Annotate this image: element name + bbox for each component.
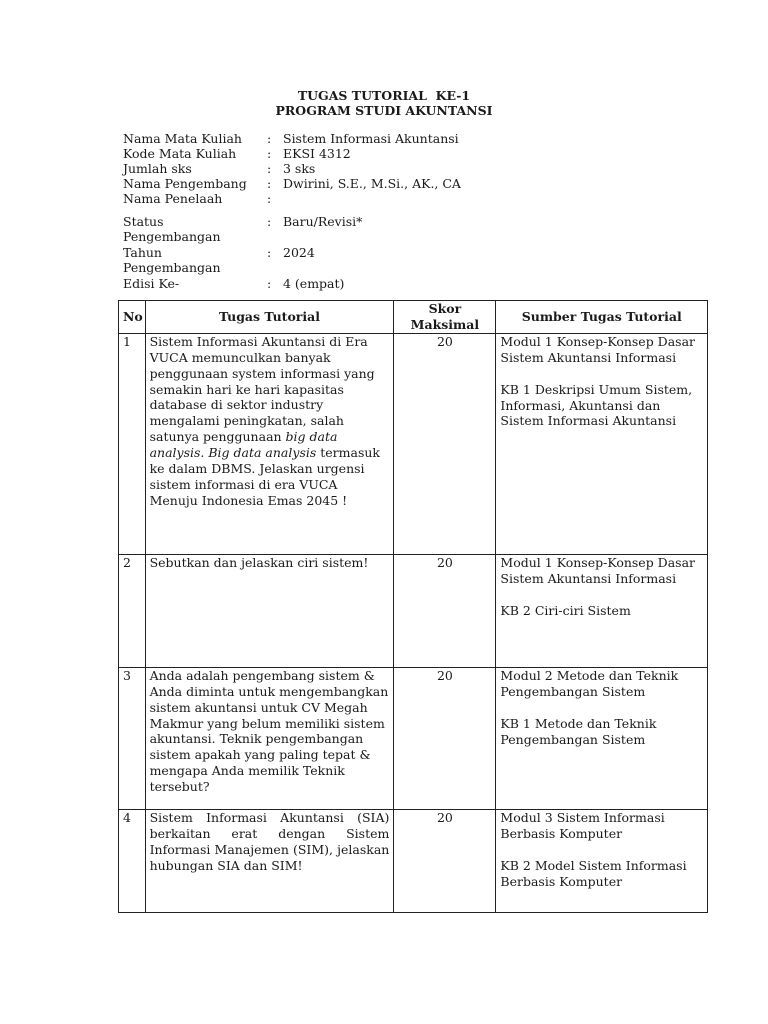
info-value: EKSI 4312 [283,146,351,161]
info-label: Nama Pengembang [123,176,247,191]
document-subtitle: PROGRAM STUDI AKUNTANSI [275,103,493,118]
info-row-edisi [123,276,683,291]
table-row [119,809,708,912]
info-colon: : [267,131,272,146]
info-value: 3 sks [283,161,316,176]
table-row [119,667,708,809]
info-colon: : [267,214,272,229]
document-title: TUGAS TUTORIAL KE-1 [297,88,471,103]
info-row-tahun [123,237,683,275]
header-no: No [119,301,146,334]
info-colon: : [267,276,272,291]
info-label: Edisi Ke- [123,276,180,291]
header-skor [394,301,496,334]
info-label-line: Pengembangan [123,260,221,275]
source-module: Modul 3 Sistem Informasi Berbasis Komputer [500,809,665,841]
cell-task: Sistem Informasi Akuntansi (SIA) berkaitan erat dengan Sistem Informasi Manajemen (SIM), jelaskan hubungan SIA dan SIM! [145,809,394,912]
task-text: termasuk ke dalam DBMS. Jelaskan urgensi sistem informasi di era VUCA Menuju Indonesia Emas 2045 ! [149,445,380,508]
source-module: Modul 1 Konsep-Konsep Dasar Sistem Akuntansi Informasi [500,333,695,365]
info-value: Sistem Informasi Akuntansi [283,131,459,146]
cell-task [145,333,394,554]
info-label-line: Pengembangan [123,229,221,244]
task-text-italic: big data analysis. Big data analysis [149,429,338,461]
info-label: Kode Mata Kuliah [123,146,237,161]
cell-source [496,809,708,912]
info-row-sks [123,161,683,176]
info-row-pengembang [123,176,683,191]
cell-source [496,554,708,667]
cell-skor: 20 [394,333,496,554]
info-value: Dwirini, S.E., M.Si., AK., CA [283,176,461,191]
cell-no: 1 [119,333,146,554]
info-label-line: Tahun [123,245,162,260]
cell-source [496,333,708,554]
info-label: Nama Penelaah [123,191,223,206]
cell-no: 4 [119,809,146,912]
cell-skor: 20 [394,667,496,809]
source-kb: KB 2 Ciri-ciri Sistem [500,602,631,618]
info-colon: : [267,245,272,260]
source-module: Modul 1 Konsep-Konsep Dasar Sistem Akuntansi Informasi [500,554,695,586]
info-value: Baru/Revisi* [283,214,363,229]
cell-skor: 20 [394,809,496,912]
info-label: Jumlah sks [123,161,192,176]
header-skor-line: Skor [428,301,462,316]
cell-task: Anda adalah pengembang sistem & Anda diminta untuk mengembangkan sistem akuntansi untuk CV Megah Makmur yang belum memiliki sistem akuntansi. Teknik pengembangan sistem apakah yang paling tepat & mengapa Anda memilik Teknik tersebut? [145,667,394,809]
info-row-mata-kuliah [123,131,683,146]
table-row [119,554,708,667]
header-tugas: Tugas Tutorial [145,301,394,334]
info-row-penelaah [123,191,683,206]
info-colon: : [267,191,272,206]
info-colon: : [267,161,272,176]
info-colon: : [267,146,272,161]
header-skor-line: Maksimal [410,316,480,332]
source-module: Modul 2 Metode dan Teknik Pengembangan Sistem [500,667,679,699]
info-value: 2024 [283,245,315,260]
info-row-kode [123,146,683,161]
cell-skor: 20 [394,554,496,667]
source-kb: KB 1 Metode dan Teknik Pengembangan Sistem [500,715,657,747]
cell-task: Sebutkan dan jelaskan ciri sistem! [145,554,394,667]
task-text: Sistem Informasi Akuntansi di Era VUCA memunculkan banyak penggunaan system informasi yang semakin hari ke hari kapasitas database di sektor industry mengalami peningkatan, salah satunya penggunaan [149,333,375,445]
course-info [123,131,683,291]
info-label-line: Status [123,214,164,229]
table-row [119,333,708,554]
info-colon: : [267,176,272,191]
info-row-status [123,206,683,244]
cell-no: 3 [119,667,146,809]
source-kb: KB 2 Model Sistem Informasi Berbasis Komputer [500,857,687,889]
header-sumber: Sumber Tugas Tutorial [496,301,708,334]
info-label [123,245,258,275]
info-label: Nama Mata Kuliah [123,131,242,146]
table-header-row [119,301,708,334]
cell-no: 2 [119,554,146,667]
tutorial-task-table [118,300,708,913]
cell-source [496,667,708,809]
info-value: 4 (empat) [283,276,345,291]
source-kb: KB 1 Deskripsi Umum Sistem, Informasi, Akuntansi dan Sistem Informasi Akuntansi [500,381,693,429]
